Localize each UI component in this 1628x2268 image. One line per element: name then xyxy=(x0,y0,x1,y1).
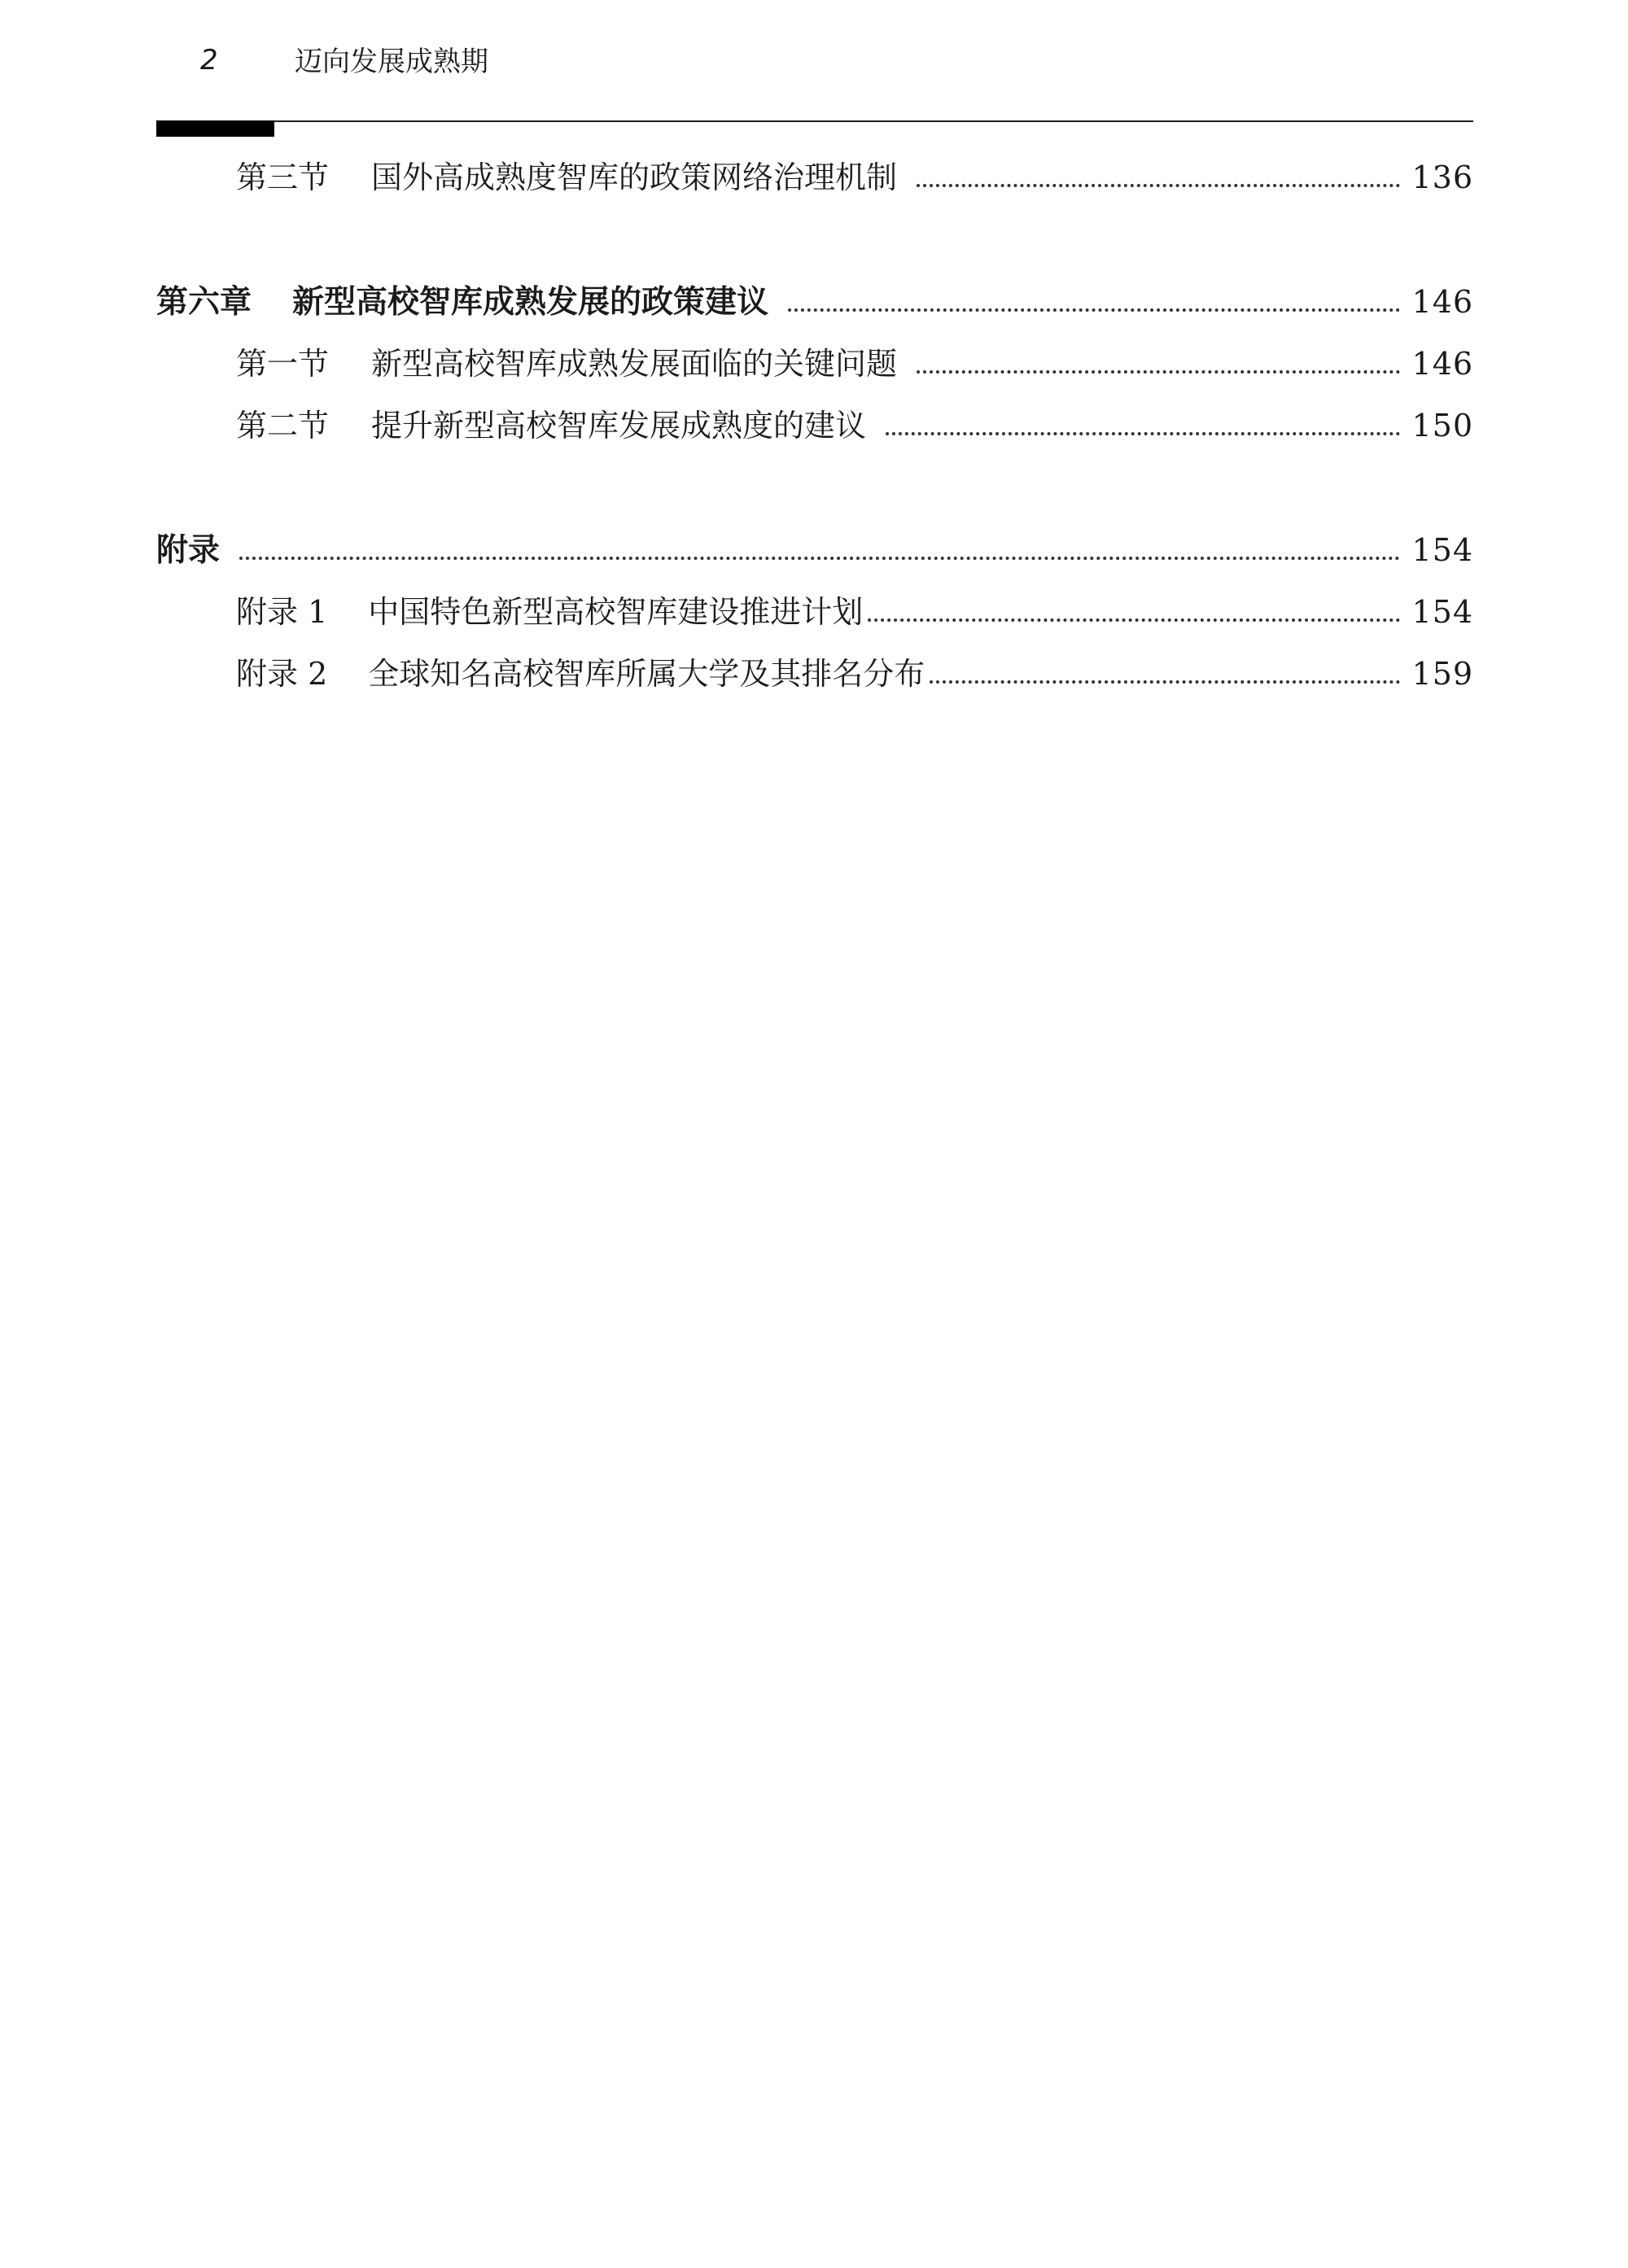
dot-leader xyxy=(930,680,1400,684)
toc-entry-section[interactable] xyxy=(156,155,1473,200)
toc-entry-appendix[interactable] xyxy=(156,527,1473,573)
toc-entry-title: 全球知名高校智库所属大学及其排名分布 xyxy=(368,656,926,692)
toc-entry-label: 第二节 xyxy=(236,408,330,444)
header-bar xyxy=(156,120,274,137)
dot-leader xyxy=(239,557,1400,560)
running-header xyxy=(156,42,1473,99)
dot-leader xyxy=(868,618,1400,622)
toc-entry-label: 附录 xyxy=(156,532,221,569)
toc-entry-page: 159 xyxy=(1411,656,1473,692)
toc-entry-title: 中国特色新型高校智库建设推进计划 xyxy=(368,594,864,630)
dot-leader xyxy=(886,432,1400,435)
toc-entry-section[interactable] xyxy=(156,341,1473,387)
header-rule xyxy=(156,120,1473,122)
toc-entry-label: 第一节 xyxy=(236,346,330,382)
toc-entry-section[interactable] xyxy=(156,403,1473,448)
toc-entry-title: 新型高校智库成熟发展面临的关键问题 xyxy=(371,346,898,382)
dot-leader xyxy=(788,308,1400,312)
toc-entry-page: 136 xyxy=(1411,160,1473,195)
toc-entry-page: 146 xyxy=(1411,284,1473,320)
toc-entry-page: 146 xyxy=(1411,346,1473,382)
running-title: 迈向发展成熟期 xyxy=(295,46,488,78)
toc-entry-appendix-item[interactable] xyxy=(156,589,1473,635)
toc-entry-chapter[interactable] xyxy=(156,279,1473,325)
dot-leader xyxy=(917,370,1400,374)
toc-entry-label: 第六章 xyxy=(156,284,252,321)
dot-leader xyxy=(917,184,1400,187)
toc-entry-title: 新型高校智库成熟发展的政策建议 xyxy=(292,284,769,321)
toc-entry-page: 154 xyxy=(1411,532,1473,568)
page-number: 2 xyxy=(200,44,218,76)
toc-entry-title: 提升新型高校智库发展成熟度的建议 xyxy=(371,408,867,444)
toc-entry-page: 150 xyxy=(1411,408,1473,444)
toc-entry-page: 154 xyxy=(1411,594,1473,630)
toc-entry-label: 附录 1 xyxy=(236,594,328,630)
toc-entry-label: 附录 2 xyxy=(236,656,328,692)
toc-entry-label: 第三节 xyxy=(236,160,330,195)
toc-entry-appendix-item[interactable] xyxy=(156,651,1473,697)
toc-entry-title: 国外高成熟度智库的政策网络治理机制 xyxy=(371,160,898,195)
